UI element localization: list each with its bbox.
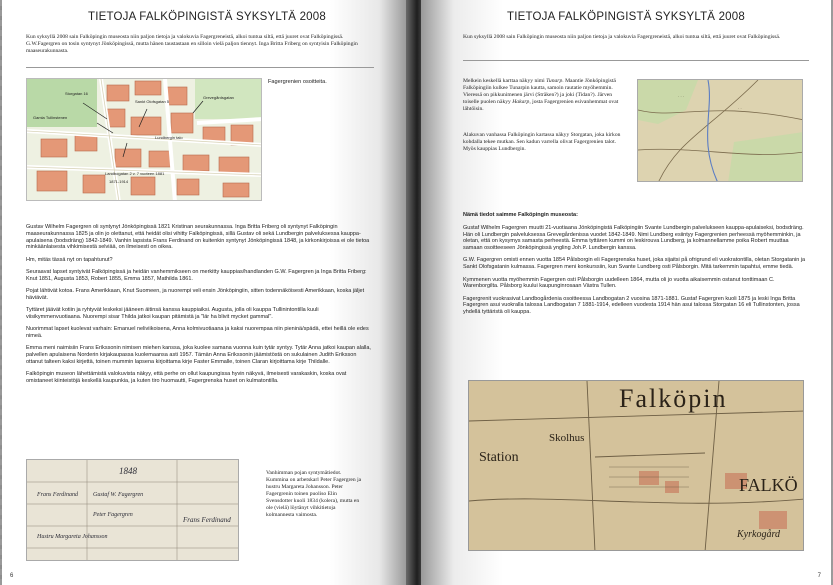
article-body xyxy=(463,212,809,322)
map-caption: Melkein keskellä karttaa näkyy nimi Tunarp. Maantie Jönköpingistä Falköpingiin kulkee Tunarpin kautta, samoin rautatie myöhemmin. Vieressä on pikkunimenen järvi (Sträken?) ja joki (Tidan?). Järven toiselle puolen näkyy Hakarp, josta Fagergrenien esivanhemmat ovat lähtöisin. xyxy=(463,78,619,112)
old-region-map-image xyxy=(637,79,803,182)
paragraph: Falköpingin museon lähettämistä valokuvista näkyy, että perhe on ollut kaupungissa hyvin näkyvä, ilmeisesti varakaskin, koska ovat omistaneet kiinteistöjä keskellä kaupunkia, ja kuten tiro huomautti, Fagergrenska huset on kulmatontilla. xyxy=(26,371,347,385)
paragraph: Fagergrenit vuokrasivat Landbogårdenia osoitteessa Landbogatan 2 vuosina 1871-1881. Gustaf Fagergren kuoli 1875 ja leski Inga Britta Fagergren asui vuokralla talossa Landbogatan 7 1881-1914, edelleen vuodesta 1914 hän asui talossa Storgatan 16 eli Tullinstonten, jossa yhdellä tyttäristä oli kauppa. xyxy=(463,295,800,316)
map-label: Skolhus xyxy=(549,432,585,444)
record-caption: Vanhimman pojan syntymätiedot. Kummina on arbetskarl Peter Fagergren ja hustru Margareta Johansson. Peter Fagergrenin toinen puoliso Elin Svensdotter kuoli 1834 (kolera), mutta en ole (vielä) löytänyt vihkitietoja kolmannesta vaimosta. xyxy=(266,470,362,518)
paragraph: G.W. Fagergren omisti ennen vuotta 1854 Pålsborgin eli Fagergrenska huset, joka sijaitsi på ofrigrund eli vuokratontilla, oletan Storgatanin ja Sankt Olofsgatanin kulmassa. Fagergren meni konkurssiin, kun Svante Lundberg osti Pålsborgin. Mitä tarkemmin tapahtui, emme tiedä. xyxy=(463,257,806,271)
map-label: Grevegårdsgatan xyxy=(203,95,234,100)
map-caption: Fagergrenien osoitteita. xyxy=(268,79,327,85)
intro-text: Kun syksyllä 2008 sain Falköpingin museosta niin paljon tietoja ja valokuvia Fagergreneistä, alkoi tuntua siltä, että juuret ovat Falköpingissä. xyxy=(463,34,781,40)
section-heading: Nämä tiedot saimme Falköpingin museosta: xyxy=(463,212,578,218)
svg-text:· ·: · · xyxy=(738,106,742,111)
street-map-image xyxy=(26,78,262,201)
old-town-map-image xyxy=(468,380,804,551)
record-text: Frans Ferdinand xyxy=(37,492,78,498)
map-caption-2: Alakuvan vanhassa Falköpingin kartassa näkyy Storgatan, joka kirkon kohdalla tekee mutkan. Sen kadun varrella olivat Fagergrenien talot. Myös kauppias Lundbergin. xyxy=(463,132,621,152)
birth-record-image xyxy=(26,459,239,561)
paragraph: Tyttäret jäävät kotiin ja ryhtyvät leskeksi jääneen äitinsä kanssa kauppiaiksi. Augusta, jolla oli kauppa Tullinintontilla kuuli viisikymmenvuotiaana. Nuorempi sisar Thilda jatkoi kaupan pitämistä ja "lär ha blivit mycket gammal". xyxy=(26,307,319,320)
page-number: 7 xyxy=(817,573,821,579)
record-text: Frans Ferdinand xyxy=(183,516,231,524)
left-page xyxy=(0,0,412,585)
map-label: Kyrkogård xyxy=(737,529,780,540)
divider xyxy=(26,67,374,68)
divider xyxy=(463,60,809,61)
map-label: Storgatan 16 xyxy=(65,91,88,96)
paragraph: Kymmenen vuotta myöhemmin Fagergren osti Pålsborgin uudelleen 1864, mutta oli jo vuotta aikaisemmin ostanut tonttimaan C. Warenborgilta. Pålsborg kuului kaupunginrosaan Västra Tullen. xyxy=(463,276,775,290)
record-text: 1848 xyxy=(119,466,137,476)
paragraph: Hm, mitäs tässä nyt on tapahtunut? xyxy=(26,256,113,263)
page-number: 6 xyxy=(10,573,14,579)
right-page xyxy=(421,0,833,585)
record-text: Gustaf W. Fagergren xyxy=(93,492,144,498)
map-label: Sankt Olofsgatan 5 xyxy=(135,99,170,104)
paragraph: Pojat lähtivät kotoa. Frans Amerikkaan, Knut Suomeen, ja nuorempi veli ensin Jönköpingiin, sitten todennäköisesti Amerikkaan, koska jäljet häviävät. xyxy=(26,288,365,301)
map-label: Falköpin xyxy=(619,384,728,413)
record-text: Hustru Margareta Johansson xyxy=(37,534,108,540)
record-text: Peter Fagergren xyxy=(93,512,133,518)
paragraph: Gustav Wilhelm Fagergren oli syntynyt Jönköpingissä 1821 Kristinan seurakunnassa. Inga Britta Friberg oli syntynyt Falköpingin maaseurakunnassa 1825 ja olin jo olettanut, että heidät olisi vihitty Falköpingissä, sillä Gustav oli sekä Lundbergin palveluksessa kauppa-apulaisena (bodsdräng) 1842-1849. Vanhin lapsista Frans Ferdinand on kuitenkin syntynyt Jönköpingissä 1848, ja kirkonkirjoissa ei ole tietoa minkäänlaisesta vihkimisestä selviää, on ilmeisesti on oikea. xyxy=(26,224,370,251)
paragraph: Seuraavat lapset syntyivät Falköpingissä ja heidän vanhemmikseen on merkitty kauppias/handlanden G.W. Fagergren ja Inga Britta Friberg: Knut 1851, Augusta 1853, Robert 1855, Emma 1857, Mathilda 1861. xyxy=(26,268,367,282)
page-title: TIETOJA FALKÖPINGISTÄ SYKSYLTÄ 2008 xyxy=(507,11,745,23)
article-body xyxy=(26,224,374,390)
paragraph: Nuorimmat lapset kuolevat varhain: Emanuel neliviikoisena, Anna kolmivuotiaana ja kaksi nuorempaa niin pieninä/spädä, ettei heillä ole edes nimeä. xyxy=(26,326,369,340)
map-label: Gamla Tullinstenen xyxy=(33,115,68,120)
map-label: Landbogatan 2 v. 7 vuoteen 1881 xyxy=(105,171,165,176)
map-label: FALKÖ xyxy=(739,475,798,495)
map-label: 1871-1914 xyxy=(109,179,129,184)
paragraph: Gustaf Wilhelm Fagergren muutti 21-vuotiaana Jönköpingistä Falköpingiin Svante Lundbergin palvelukseen kauppa-apulaiseksi, bodsdräng. Hän oli Lundbergin palveluksessa Grevegårdenissa vuodet 1842-1849. Nimi Lundberg esiintyy Fagergrenien perheessä myöhemminkin, ja oletan, että on kysymys samasta perheestä. Emma tyttären kummi on leskirouva Lundberg, ja kolmannellamme poika Robert muuttaa samaan osoitteeseen Jönköpingissä yngling Joh.P. Lundbergin kanssa. xyxy=(463,224,804,252)
map-label: Lundbergin talo xyxy=(155,135,183,140)
svg-text:· · ·: · · · xyxy=(678,94,684,99)
map-label: Station xyxy=(479,450,519,465)
page-title: TIETOJA FALKÖPINGISTÄ SYKSYLTÄ 2008 xyxy=(88,11,326,23)
intro-text: Kun syksyllä 2008 sain Falköpingin museosta niin paljon tietoja ja valokuvia Fagergreneistä, alkoi tuntua siltä, että juuret ovat Falköpingissä. G.W.Fagergren on tosin syntynyt Jönköpingissä, mutta hänen taustastaan en silloin vielä paljon tiennyt. Inga Britta Friberg on syntyisin Falköpingin maaseurakunnasta. xyxy=(26,34,358,54)
paragraph: Emma meni naimisiin Frans Erikssonin nimisen miehen kanssa, joka kuolee samana vuonna kuin tytär syntyy. Tytär Anna jatkoi kaupan alalla, palvellen apulaisena Norderin kirjakaupassa kuolemaansa asti 1957. Tämän Anna Erikssonin jäämistöstä on sukulainen Judith Eriksson ottanut talteen kaksi kirjettä, toinen mummin lapsena kirjoittama kirje Faster Emmalle, toinen Claran kirjoittama kirje Thildalle. xyxy=(26,345,371,365)
